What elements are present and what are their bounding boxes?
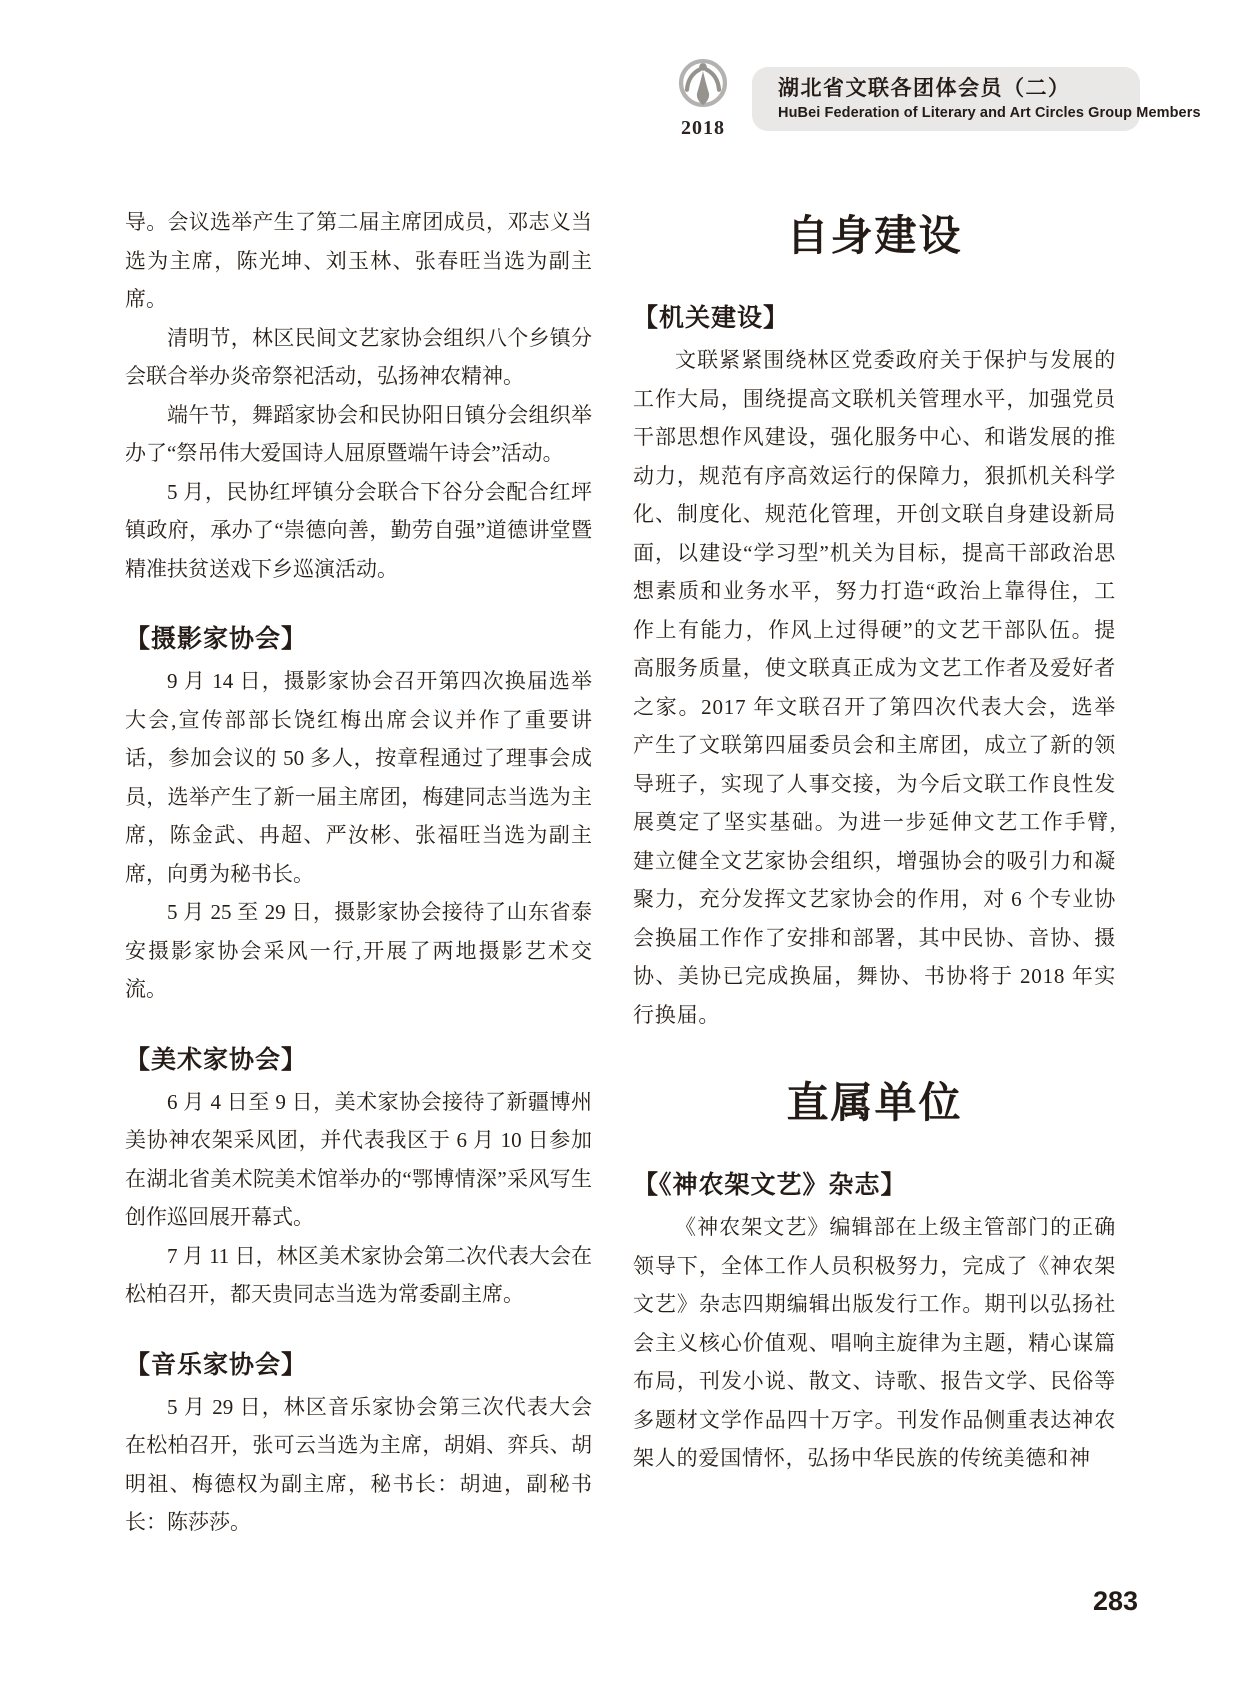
paragraph: 《神农架文艺》编辑部在上级主管部门的正确领导下，全体工作人员积极努力，完成了《神农架文艺》杂志四期编辑出版发行工作。期刊以弘扬社会主义核心价值观、唱响主旋律为主题，精心谋篇布局，刊发小说、散文、诗歌、报告文学、民俗等多题材文学作品四十万字。刊发作品侧重表达神农架人的爱国情怀，弘扬中华民族的传统美德和神 xyxy=(633,1215,1116,1470)
chapter-title-directly-affiliated-units: 直属单位 xyxy=(786,1079,963,1126)
section-heading-organ-construction: 【机关建设】 xyxy=(633,304,790,332)
paragraph: 7 月 11 日，林区美术家协会第二次代表大会在松柏召开，都天贵同志当选为常委副主席。 xyxy=(125,1243,592,1306)
section-heading-photographers-association: 【摄影家协会】 xyxy=(125,625,308,653)
paragraph-may-folk: 5 月，民协红坪镇分会联合下谷分会配合红坪镇政府，承办了“崇德向善，勤劳自强”道德讲堂暨精准扶贫送戏下乡巡演活动。 xyxy=(125,479,592,581)
logo-year: 2018 xyxy=(681,117,725,139)
chapter-title-self-construction: 自身建设 xyxy=(786,212,963,259)
header-title-english: HuBei Federation of Literary and Art Circles Group Members xyxy=(778,105,1201,121)
section-heading-artists-association: 【美术家协会】 xyxy=(125,1045,308,1074)
section-heading-musicians-association: 【音乐家协会】 xyxy=(125,1350,308,1379)
header-title-box xyxy=(752,67,1201,131)
paragraph: 6 月 4 日至 9 日，美术家协会接待了新疆博州美协神农架采风团，并代表我区于 6 月 10 日参加在湖北省美术院美术馆举办的“鄂博情深”采风写生创作巡回展开幕式。 xyxy=(125,1089,592,1229)
federation-emblem-icon xyxy=(676,56,730,110)
left-column xyxy=(125,203,592,1542)
header-logo-block xyxy=(672,56,734,140)
page-number: 283 xyxy=(1092,1586,1138,1616)
header-title-chinese: 湖北省文联各团体会员（二） xyxy=(778,77,1071,100)
paragraph-duanwu: 端午节，舞蹈家协会和民协阳日镇分会组织举办了“祭吊伟大爱国诗人屈原暨端午诗会”活动。 xyxy=(125,402,592,465)
section-heading-shennongjia-literature-magazine: 【《神农架文艺》杂志】 xyxy=(633,1171,907,1199)
paragraph: 5 月 25 至 29 日，摄影家协会接待了山东省泰安摄影家协会采风一行,开展了两地摄影艺术交流。 xyxy=(125,900,592,1001)
paragraph-qingming: 清明节，林区民间文艺家协会组织八个乡镇分会联合举办炎帝祭祀活动，弘扬神农精神。 xyxy=(125,325,592,388)
paragraph: 9 月 14 日，摄影家协会召开第四次换届选举大会,宣传部部长饶红梅出席会议并作了重要讲话，参加会议的 50 多人，按章程通过了理事会成员，选举产生了新一届主席团，梅建同志当选为主席，陈金武、冉超、严汝彬、张福旺当选为副主席，向勇为秘书长。 xyxy=(125,669,592,886)
paragraph: 5 月 29 日，林区音乐家协会第三次代表大会在松柏召开，张可云当选为主席，胡娟、弈兵、胡明祖、梅德权为副主席，秘书长：胡迪，副秘书长：陈莎莎。 xyxy=(125,1394,592,1534)
right-column xyxy=(633,211,1116,1478)
continued-paragraph: 导。会议选举产生了第二届主席团成员，邓志义当选为主席，陈光坤、刘玉林、张春旺当选为副主席。 xyxy=(125,210,592,311)
paragraph: 文联紧紧围绕林区党委政府关于保护与发展的工作大局，围绕提高文联机关管理水平，加强党员干部思想作风建设，强化服务中心、和谐发展的推动力，规范有序高效运行的保障力，狠抓机关科学化、制度化、规范化管理，开创文联自身建设新局面，以建设“学习型”机关为目标，提高干部政治思想素质和业务水平，努力打造“政治上靠得住，工作上有能力，作风上过得硬”的文艺干部队伍。提高服务质量，使文联真正成为文艺工作者及爱好者之家。2017 年文联召开了第四次代表大会，选举产生了文联第四届委员会和主席团，成立了新的领导班子，实现了人事交接，为今后文联工作良性发展奠定了坚实基础。为进一步延伸文艺工作手臂,建立健全文艺家协会组织，增强协会的吸引力和凝聚力，充分发挥文艺家协会的作用，对 6 个专业协会换届工作作了安排和部署，其中民协、音协、摄协、美协已完成换届，舞协、书协将于 2018 年实行换届。 xyxy=(633,348,1116,1027)
